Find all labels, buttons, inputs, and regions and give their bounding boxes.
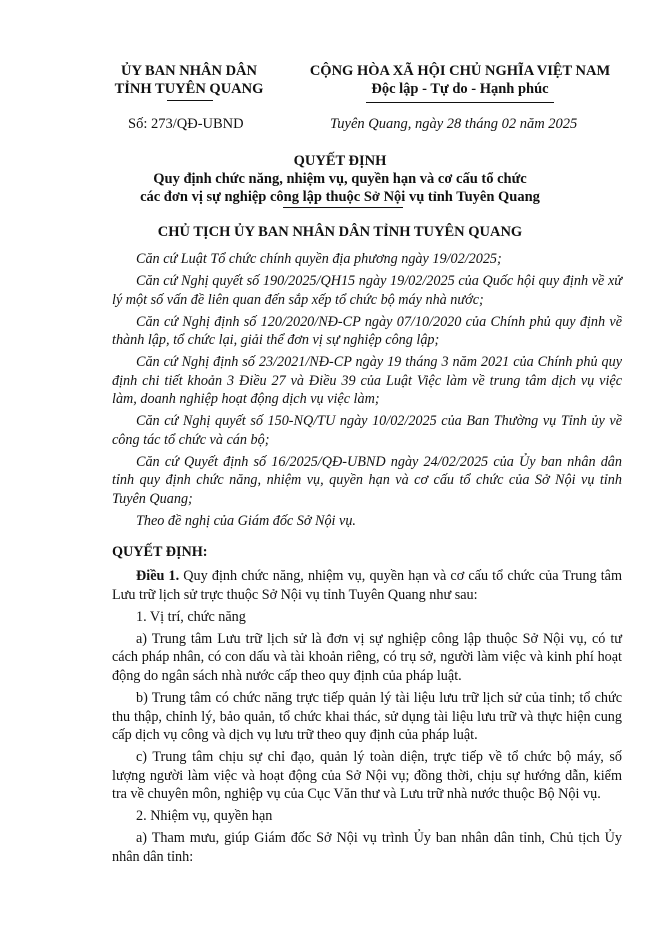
title-line-1: Quy định chức năng, nhiệm vụ, quyền hạn và cơ cấu tổ chức [153,171,527,187]
issuer-heading: CHỦ TỊCH ỦY BAN NHÂN DÂN TỈNH TUYÊN QUANG [157,224,523,240]
document-body [112,250,622,870]
preamble-item: Căn cứ Nghị định số 120/2020/NĐ-CP ngày 07/10/2020 của Chính phủ quy định về thành lập, tổ chức lại, giải thể đơn vị sự nghiệp công lập; [112,313,622,349]
clause-1c: c) Trung tâm chịu sự chỉ đạo, quản lý toàn diện, trực tiếp về tổ chức bộ máy, số lượng người làm việc và hoạt động của Sở Nội vụ; đồng thời, chịu sự hướng dẫn, kiểm tra về chuyên môn, nghiệp vụ của Cục Văn thư và Lưu trữ nhà nước thuộc Bộ Nội vụ. [112,749,622,803]
agency-underline [167,100,213,101]
preamble-item: Theo đề nghị của Giám đốc Sở Nội vụ. [136,513,356,530]
preamble-item: Căn cứ Nghị quyết số 150-NQ/TU ngày 10/02/2025 của Ban Thường vụ Tỉnh ủy về công tác tổ chức và cán bộ; [112,413,622,448]
nation-name: CỘNG HÒA XÃ HỘI CHỦ NGHĨA VIỆT NAM [309,63,611,79]
article-1-label: Điều 1. [136,568,180,585]
preamble-item: Căn cứ Quyết định số 16/2025/QĐ-UBND ngày 24/02/2025 của Ủy ban nhân dân tỉnh quy định chức năng, nhiệm vụ, quyền hạn và cơ cấu tổ chức của Sở Nội vụ tỉnh Tuyên Quang; [112,453,622,508]
clause-1b: b) Trung tâm có chức năng trực tiếp quản lý tài liệu lưu trữ lịch sử của tỉnh; tổ chức thu thập, chỉnh lý, bảo quản, tổ chức khai thác, sử dụng tài liệu lưu trữ và thực hiện cung cấp dịch vụ công và dịch vụ lưu trữ theo quy định của pháp luật. [112,689,622,744]
agency-line-1: ỦY BAN NHÂN DÂN [120,63,257,79]
article-1-intro [112,567,622,604]
section-2-heading: 2. Nhiệm vụ, quyền hạn [136,808,273,825]
place-and-date: Tuyên Quang, ngày 28 tháng 02 năm 2025 [330,116,578,132]
title-heading: QUYẾT ĐỊNH [293,153,387,169]
national-motto: Độc lập - Tự do - Hạnh phúc [371,81,549,97]
clause-2a: a) Tham mưu, giúp Giám đốc Sở Nội vụ trình Ủy ban nhân dân tỉnh, Chủ tịch Ủy nhân dân tỉnh: [112,830,622,865]
clause-1a: a) Trung tâm Lưu trữ lịch sử là đơn vị sự nghiệp công lập thuộc Sở Nội vụ, có tư cách pháp nhân, có con dấu và tài khoản riêng, có trụ sở, người làm việc và kinh phí hoạt động do ngân sách nhà nước cấp theo quy định của pháp luật. [112,630,622,684]
document-number: Số: 273/QĐ-UBND [128,116,244,132]
title-line-2: các đơn vị sự nghiệp công lập thuộc Sở Nội vụ tỉnh Tuyên Quang [140,189,540,205]
document-title [60,152,620,206]
section-1-heading: 1. Vị trí, chức năng [136,608,246,625]
national-heading [296,62,624,98]
decision-heading: QUYẾT ĐỊNH: [112,543,208,560]
preamble-item: Căn cứ Nghị quyết số 190/2025/QH15 ngày 19/02/2025 của Quốc hội quy định về xử lý một số vấn đề liên quan đến sắp xếp tổ chức bộ máy nhà nước; [112,272,622,308]
motto-underline [366,102,554,103]
issuing-agency [104,62,274,98]
title-underline [283,207,403,208]
preamble-item: Căn cứ Luật Tổ chức chính quyền địa phương ngày 19/02/2025; [136,251,502,267]
article-1-text: Quy định chức năng, nhiệm vụ, quyền hạn và cơ cấu tổ chức của Trung tâm Lưu trữ lịch sử trực thuộc Sở Nội vụ tỉnh Tuyên Quang như sau: [112,568,622,603]
agency-line-2: TỈNH TUYÊN QUANG [114,81,264,97]
preamble-item: Căn cứ Nghị định số 23/2021/NĐ-CP ngày 19 tháng 3 năm 2021 của Chính phủ quy định chi tiết khoản 3 Điều 27 và Điều 39 của Luật Việc làm về trung tâm dịch vụ việc làm, doanh nghiệp hoạt động dịch vụ việc làm; [112,354,622,408]
